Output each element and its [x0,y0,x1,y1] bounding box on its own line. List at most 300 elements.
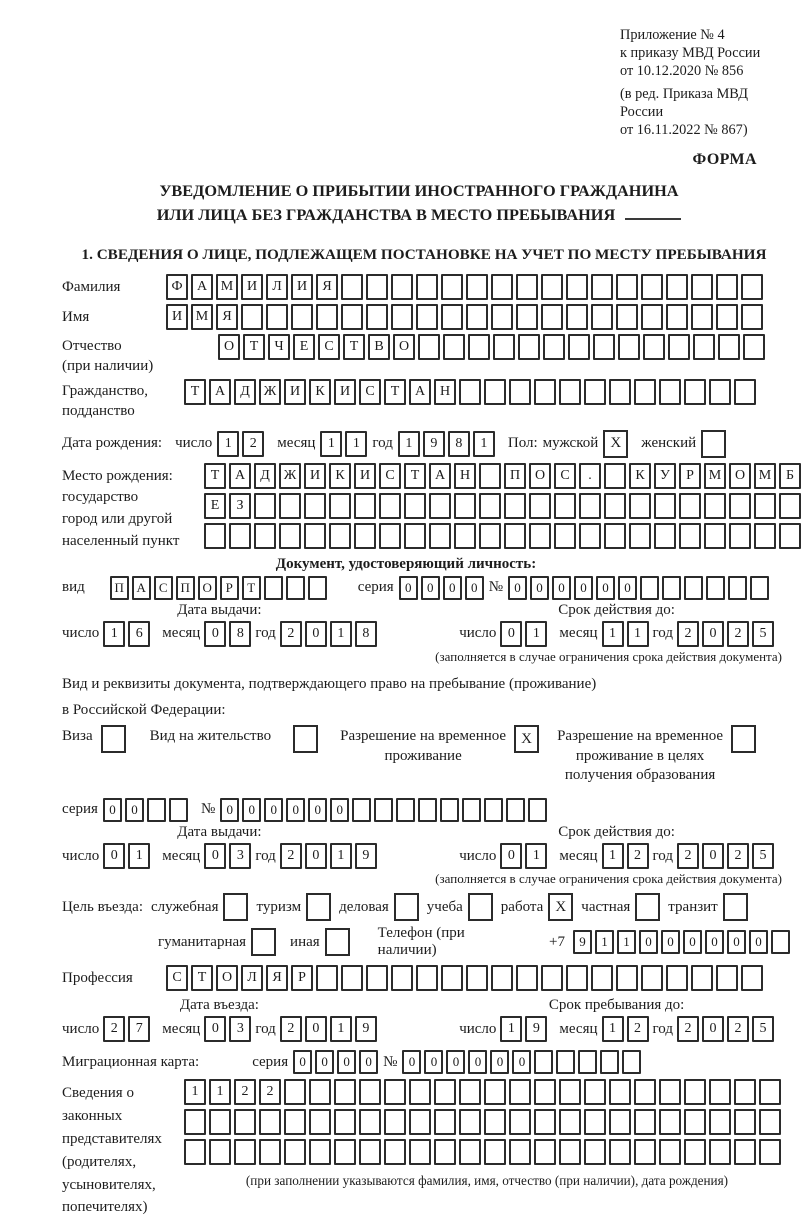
char-box[interactable]: Т [343,334,365,360]
char-box[interactable] [609,1079,631,1105]
char-box[interactable] [734,1079,756,1105]
char-box[interactable]: . [579,463,601,489]
char-box[interactable] [662,576,681,600]
char-box[interactable] [504,523,526,549]
char-box[interactable] [516,274,538,300]
purpose-other-checkbox[interactable] [325,928,350,956]
char-box[interactable] [691,274,713,300]
char-box[interactable]: 1 [103,621,125,647]
char-box[interactable] [409,1139,431,1165]
char-box[interactable] [379,523,401,549]
char-box[interactable] [559,1109,581,1135]
char-box[interactable]: 0 [490,1050,509,1074]
char-box[interactable] [559,1079,581,1105]
char-box[interactable]: 1 [330,1016,352,1042]
char-box[interactable] [329,523,351,549]
char-box[interactable] [259,1139,281,1165]
char-box[interactable]: 1 [602,843,624,869]
char-box[interactable] [779,523,801,549]
char-box[interactable]: А [229,463,251,489]
char-box[interactable] [404,523,426,549]
temp-residence-education-checkbox[interactable] [731,725,756,753]
char-box[interactable]: С [379,463,401,489]
char-box[interactable] [209,1109,231,1135]
char-box[interactable]: А [132,576,151,600]
char-box[interactable]: 6 [128,621,150,647]
char-box[interactable]: С [554,463,576,489]
char-box[interactable] [659,1079,681,1105]
char-box[interactable]: Т [191,965,213,991]
char-box[interactable] [684,1109,706,1135]
char-box[interactable]: 9 [355,843,377,869]
char-box[interactable]: 2 [727,843,749,869]
char-box[interactable]: Я [216,304,238,330]
char-box[interactable]: О [216,965,238,991]
char-box[interactable]: 0 [305,621,327,647]
char-box[interactable]: 9 [573,930,592,954]
char-box[interactable] [416,965,438,991]
purpose-private-checkbox[interactable] [635,893,660,921]
char-box[interactable] [462,798,481,822]
visa-checkbox[interactable] [101,725,126,753]
char-box[interactable] [391,274,413,300]
char-box[interactable] [604,523,626,549]
purpose-transit-checkbox[interactable] [723,893,748,921]
char-box[interactable]: 2 [677,843,699,869]
char-box[interactable] [441,965,463,991]
char-box[interactable] [754,523,776,549]
char-box[interactable]: 1 [209,1079,231,1105]
char-box[interactable]: 2 [280,843,302,869]
char-box[interactable] [352,798,371,822]
char-box[interactable] [341,304,363,330]
char-box[interactable] [528,798,547,822]
char-box[interactable]: И [354,463,376,489]
char-box[interactable]: 0 [337,1050,356,1074]
char-box[interactable] [741,965,763,991]
char-box[interactable] [754,493,776,519]
char-box[interactable]: К [629,463,651,489]
char-box[interactable]: 7 [128,1016,150,1042]
char-box[interactable] [716,304,738,330]
char-box[interactable] [706,576,725,600]
char-box[interactable] [309,1109,331,1135]
char-box[interactable]: 0 [468,1050,487,1074]
char-box[interactable] [518,334,540,360]
temp-residence-checkbox[interactable]: X [514,725,539,753]
char-box[interactable]: П [504,463,526,489]
char-box[interactable] [584,379,606,405]
char-box[interactable] [718,334,740,360]
char-box[interactable]: Л [266,274,288,300]
char-box[interactable] [334,1139,356,1165]
char-box[interactable]: О [529,463,551,489]
char-box[interactable] [396,798,415,822]
char-box[interactable]: 0 [639,930,658,954]
char-box[interactable] [566,304,588,330]
char-box[interactable]: Т [204,463,226,489]
char-box[interactable]: 2 [727,621,749,647]
char-box[interactable] [443,334,465,360]
char-box[interactable]: 1 [320,431,342,457]
char-box[interactable] [591,274,613,300]
char-box[interactable]: 2 [280,621,302,647]
char-box[interactable] [534,379,556,405]
char-box[interactable]: 0 [574,576,593,600]
char-box[interactable] [709,379,731,405]
char-box[interactable] [741,274,763,300]
char-box[interactable] [566,274,588,300]
char-box[interactable] [716,274,738,300]
char-box[interactable] [529,493,551,519]
char-box[interactable] [479,463,501,489]
char-box[interactable] [384,1079,406,1105]
char-box[interactable] [354,523,376,549]
char-box[interactable]: 0 [204,1016,226,1042]
char-box[interactable] [409,1109,431,1135]
char-box[interactable] [459,379,481,405]
char-box[interactable] [429,523,451,549]
char-box[interactable] [634,379,656,405]
char-box[interactable] [429,493,451,519]
char-box[interactable] [779,493,801,519]
char-box[interactable] [566,965,588,991]
char-box[interactable] [209,1139,231,1165]
char-box[interactable] [308,576,327,600]
char-box[interactable]: 0 [702,621,724,647]
char-box[interactable]: 2 [103,1016,125,1042]
char-box[interactable]: Т [184,379,206,405]
char-box[interactable] [379,493,401,519]
char-box[interactable] [418,334,440,360]
char-box[interactable] [384,1109,406,1135]
char-box[interactable] [659,379,681,405]
char-box[interactable] [434,1079,456,1105]
char-box[interactable]: П [176,576,195,600]
char-box[interactable]: А [209,379,231,405]
char-box[interactable] [484,1139,506,1165]
char-box[interactable] [559,1139,581,1165]
char-box[interactable] [434,1109,456,1135]
char-box[interactable] [286,576,305,600]
char-box[interactable] [666,965,688,991]
char-box[interactable] [729,523,751,549]
purpose-humanitarian-checkbox[interactable] [251,928,276,956]
char-box[interactable]: С [359,379,381,405]
char-box[interactable] [609,1109,631,1135]
char-box[interactable] [641,304,663,330]
char-box[interactable]: Ф [166,274,188,300]
char-box[interactable]: 3 [229,1016,251,1042]
char-box[interactable]: С [154,576,173,600]
char-box[interactable] [591,965,613,991]
char-box[interactable]: 2 [234,1079,256,1105]
char-box[interactable] [459,1109,481,1135]
char-box[interactable] [666,274,688,300]
char-box[interactable] [584,1079,606,1105]
char-box[interactable] [309,1139,331,1165]
char-box[interactable]: 1 [602,621,624,647]
char-box[interactable]: 8 [355,621,377,647]
char-box[interactable] [509,1109,531,1135]
char-box[interactable] [341,274,363,300]
char-box[interactable]: И [241,274,263,300]
char-box[interactable] [434,1139,456,1165]
char-box[interactable]: 2 [627,1016,649,1042]
char-box[interactable]: 0 [103,843,125,869]
char-box[interactable] [604,493,626,519]
char-box[interactable] [284,1109,306,1135]
char-box[interactable]: Ж [279,463,301,489]
char-box[interactable] [679,493,701,519]
char-box[interactable]: 1 [128,843,150,869]
char-box[interactable]: 0 [330,798,349,822]
char-box[interactable]: 0 [702,843,724,869]
char-box[interactable]: 0 [220,798,239,822]
char-box[interactable] [556,1050,575,1074]
char-box[interactable] [684,1139,706,1165]
char-box[interactable]: 0 [702,1016,724,1042]
char-box[interactable] [359,1139,381,1165]
char-box[interactable]: М [704,463,726,489]
char-box[interactable]: 9 [525,1016,547,1042]
char-box[interactable]: М [754,463,776,489]
char-box[interactable]: 1 [500,1016,522,1042]
char-box[interactable] [184,1139,206,1165]
char-box[interactable]: 1 [473,431,495,457]
char-box[interactable]: 0 [286,798,305,822]
char-box[interactable] [441,304,463,330]
char-box[interactable]: Ж [259,379,281,405]
char-box[interactable] [543,334,565,360]
char-box[interactable] [491,304,513,330]
char-box[interactable] [534,1079,556,1105]
char-box[interactable]: 8 [229,621,251,647]
char-box[interactable] [334,1109,356,1135]
char-box[interactable] [466,965,488,991]
char-box[interactable] [666,304,688,330]
char-box[interactable]: 1 [595,930,614,954]
char-box[interactable]: Н [434,379,456,405]
char-box[interactable] [693,334,715,360]
char-box[interactable]: 0 [512,1050,531,1074]
char-box[interactable] [409,1079,431,1105]
char-box[interactable]: 0 [315,1050,334,1074]
char-box[interactable] [750,576,769,600]
char-box[interactable] [534,1050,553,1074]
char-box[interactable] [759,1139,781,1165]
char-box[interactable]: 8 [448,431,470,457]
char-box[interactable] [559,379,581,405]
purpose-official-checkbox[interactable] [223,893,248,921]
char-box[interactable]: Р [291,965,313,991]
char-box[interactable]: 0 [500,843,522,869]
char-box[interactable]: 0 [446,1050,465,1074]
purpose-study-checkbox[interactable] [468,893,493,921]
char-box[interactable] [709,1079,731,1105]
char-box[interactable] [234,1139,256,1165]
char-box[interactable]: 1 [330,843,352,869]
char-box[interactable] [334,1079,356,1105]
char-box[interactable]: 0 [727,930,746,954]
char-box[interactable]: О [729,463,751,489]
char-box[interactable]: 0 [465,576,484,600]
char-box[interactable]: Р [679,463,701,489]
char-box[interactable] [616,304,638,330]
char-box[interactable]: 1 [525,843,547,869]
char-box[interactable]: 2 [242,431,264,457]
char-box[interactable] [454,523,476,549]
char-box[interactable]: 0 [552,576,571,600]
char-box[interactable] [284,1139,306,1165]
char-box[interactable] [266,304,288,330]
char-box[interactable] [279,493,301,519]
char-box[interactable] [568,334,590,360]
char-box[interactable] [618,334,640,360]
char-box[interactable] [741,304,763,330]
char-box[interactable]: 1 [217,431,239,457]
char-box[interactable]: 0 [103,798,122,822]
char-box[interactable] [634,1079,656,1105]
char-box[interactable] [609,379,631,405]
char-box[interactable]: 2 [727,1016,749,1042]
char-box[interactable] [354,493,376,519]
char-box[interactable]: 1 [184,1079,206,1105]
char-box[interactable] [616,965,638,991]
char-box[interactable]: 0 [508,576,527,600]
char-box[interactable]: Ч [268,334,290,360]
char-box[interactable] [384,1139,406,1165]
char-box[interactable] [634,1109,656,1135]
char-box[interactable] [579,493,601,519]
char-box[interactable] [468,334,490,360]
char-box[interactable] [691,304,713,330]
char-box[interactable] [640,576,659,600]
char-box[interactable] [440,798,459,822]
char-box[interactable] [759,1109,781,1135]
char-box[interactable] [374,798,393,822]
residence-permit-checkbox[interactable] [293,725,318,753]
char-box[interactable] [534,1109,556,1135]
char-box[interactable]: А [191,274,213,300]
char-box[interactable]: 0 [421,576,440,600]
char-box[interactable] [316,965,338,991]
char-box[interactable]: 0 [443,576,462,600]
char-box[interactable] [634,1139,656,1165]
char-box[interactable] [459,1139,481,1165]
char-box[interactable] [729,493,751,519]
char-box[interactable] [169,798,188,822]
char-box[interactable] [254,493,276,519]
char-box[interactable] [284,1079,306,1105]
char-box[interactable]: 0 [596,576,615,600]
char-box[interactable]: 2 [677,621,699,647]
char-box[interactable] [679,523,701,549]
char-box[interactable] [534,1139,556,1165]
char-box[interactable]: 0 [402,1050,421,1074]
char-box[interactable]: 5 [752,621,774,647]
char-box[interactable] [441,274,463,300]
char-box[interactable]: 2 [280,1016,302,1042]
char-box[interactable]: 1 [525,621,547,647]
char-box[interactable]: Т [242,576,261,600]
char-box[interactable] [484,379,506,405]
char-box[interactable]: К [309,379,331,405]
char-box[interactable] [654,493,676,519]
char-box[interactable]: 1 [398,431,420,457]
char-box[interactable] [484,1109,506,1135]
char-box[interactable] [668,334,690,360]
char-box[interactable] [641,965,663,991]
char-box[interactable] [629,523,651,549]
char-box[interactable]: 9 [355,1016,377,1042]
char-box[interactable]: 0 [305,1016,327,1042]
char-box[interactable] [259,1109,281,1135]
char-box[interactable]: 1 [617,930,636,954]
char-box[interactable]: Т [404,463,426,489]
char-box[interactable] [493,334,515,360]
char-box[interactable] [734,1139,756,1165]
char-box[interactable] [684,1079,706,1105]
char-box[interactable]: А [429,463,451,489]
char-box[interactable] [584,1139,606,1165]
char-box[interactable]: 0 [500,621,522,647]
char-box[interactable]: Т [384,379,406,405]
char-box[interactable]: К [329,463,351,489]
char-box[interactable]: Б [779,463,801,489]
char-box[interactable] [609,1139,631,1165]
char-box[interactable] [466,304,488,330]
char-box[interactable]: Д [234,379,256,405]
char-box[interactable]: И [291,274,313,300]
char-box[interactable] [391,304,413,330]
char-box[interactable]: Е [204,493,226,519]
char-box[interactable] [241,304,263,330]
char-box[interactable]: М [216,274,238,300]
char-box[interactable]: И [284,379,306,405]
char-box[interactable] [366,274,388,300]
char-box[interactable]: О [218,334,240,360]
char-box[interactable] [593,334,615,360]
sex-male-checkbox[interactable]: X [603,430,628,458]
char-box[interactable]: 0 [264,798,283,822]
char-box[interactable] [709,1109,731,1135]
char-box[interactable] [304,493,326,519]
char-box[interactable] [691,965,713,991]
char-box[interactable] [578,1050,597,1074]
char-box[interactable] [509,1079,531,1105]
char-box[interactable] [734,379,756,405]
char-box[interactable] [516,965,538,991]
char-box[interactable] [491,274,513,300]
char-box[interactable] [147,798,166,822]
char-box[interactable] [359,1109,381,1135]
char-box[interactable] [416,304,438,330]
char-box[interactable]: 0 [359,1050,378,1074]
char-box[interactable]: 0 [618,576,637,600]
char-box[interactable] [466,274,488,300]
char-box[interactable] [684,379,706,405]
char-box[interactable]: М [191,304,213,330]
char-box[interactable]: 0 [530,576,549,600]
char-box[interactable] [541,274,563,300]
char-box[interactable] [743,334,765,360]
char-box[interactable] [204,523,226,549]
char-box[interactable]: П [110,576,129,600]
char-box[interactable] [616,274,638,300]
char-box[interactable] [484,1079,506,1105]
char-box[interactable]: 0 [705,930,724,954]
